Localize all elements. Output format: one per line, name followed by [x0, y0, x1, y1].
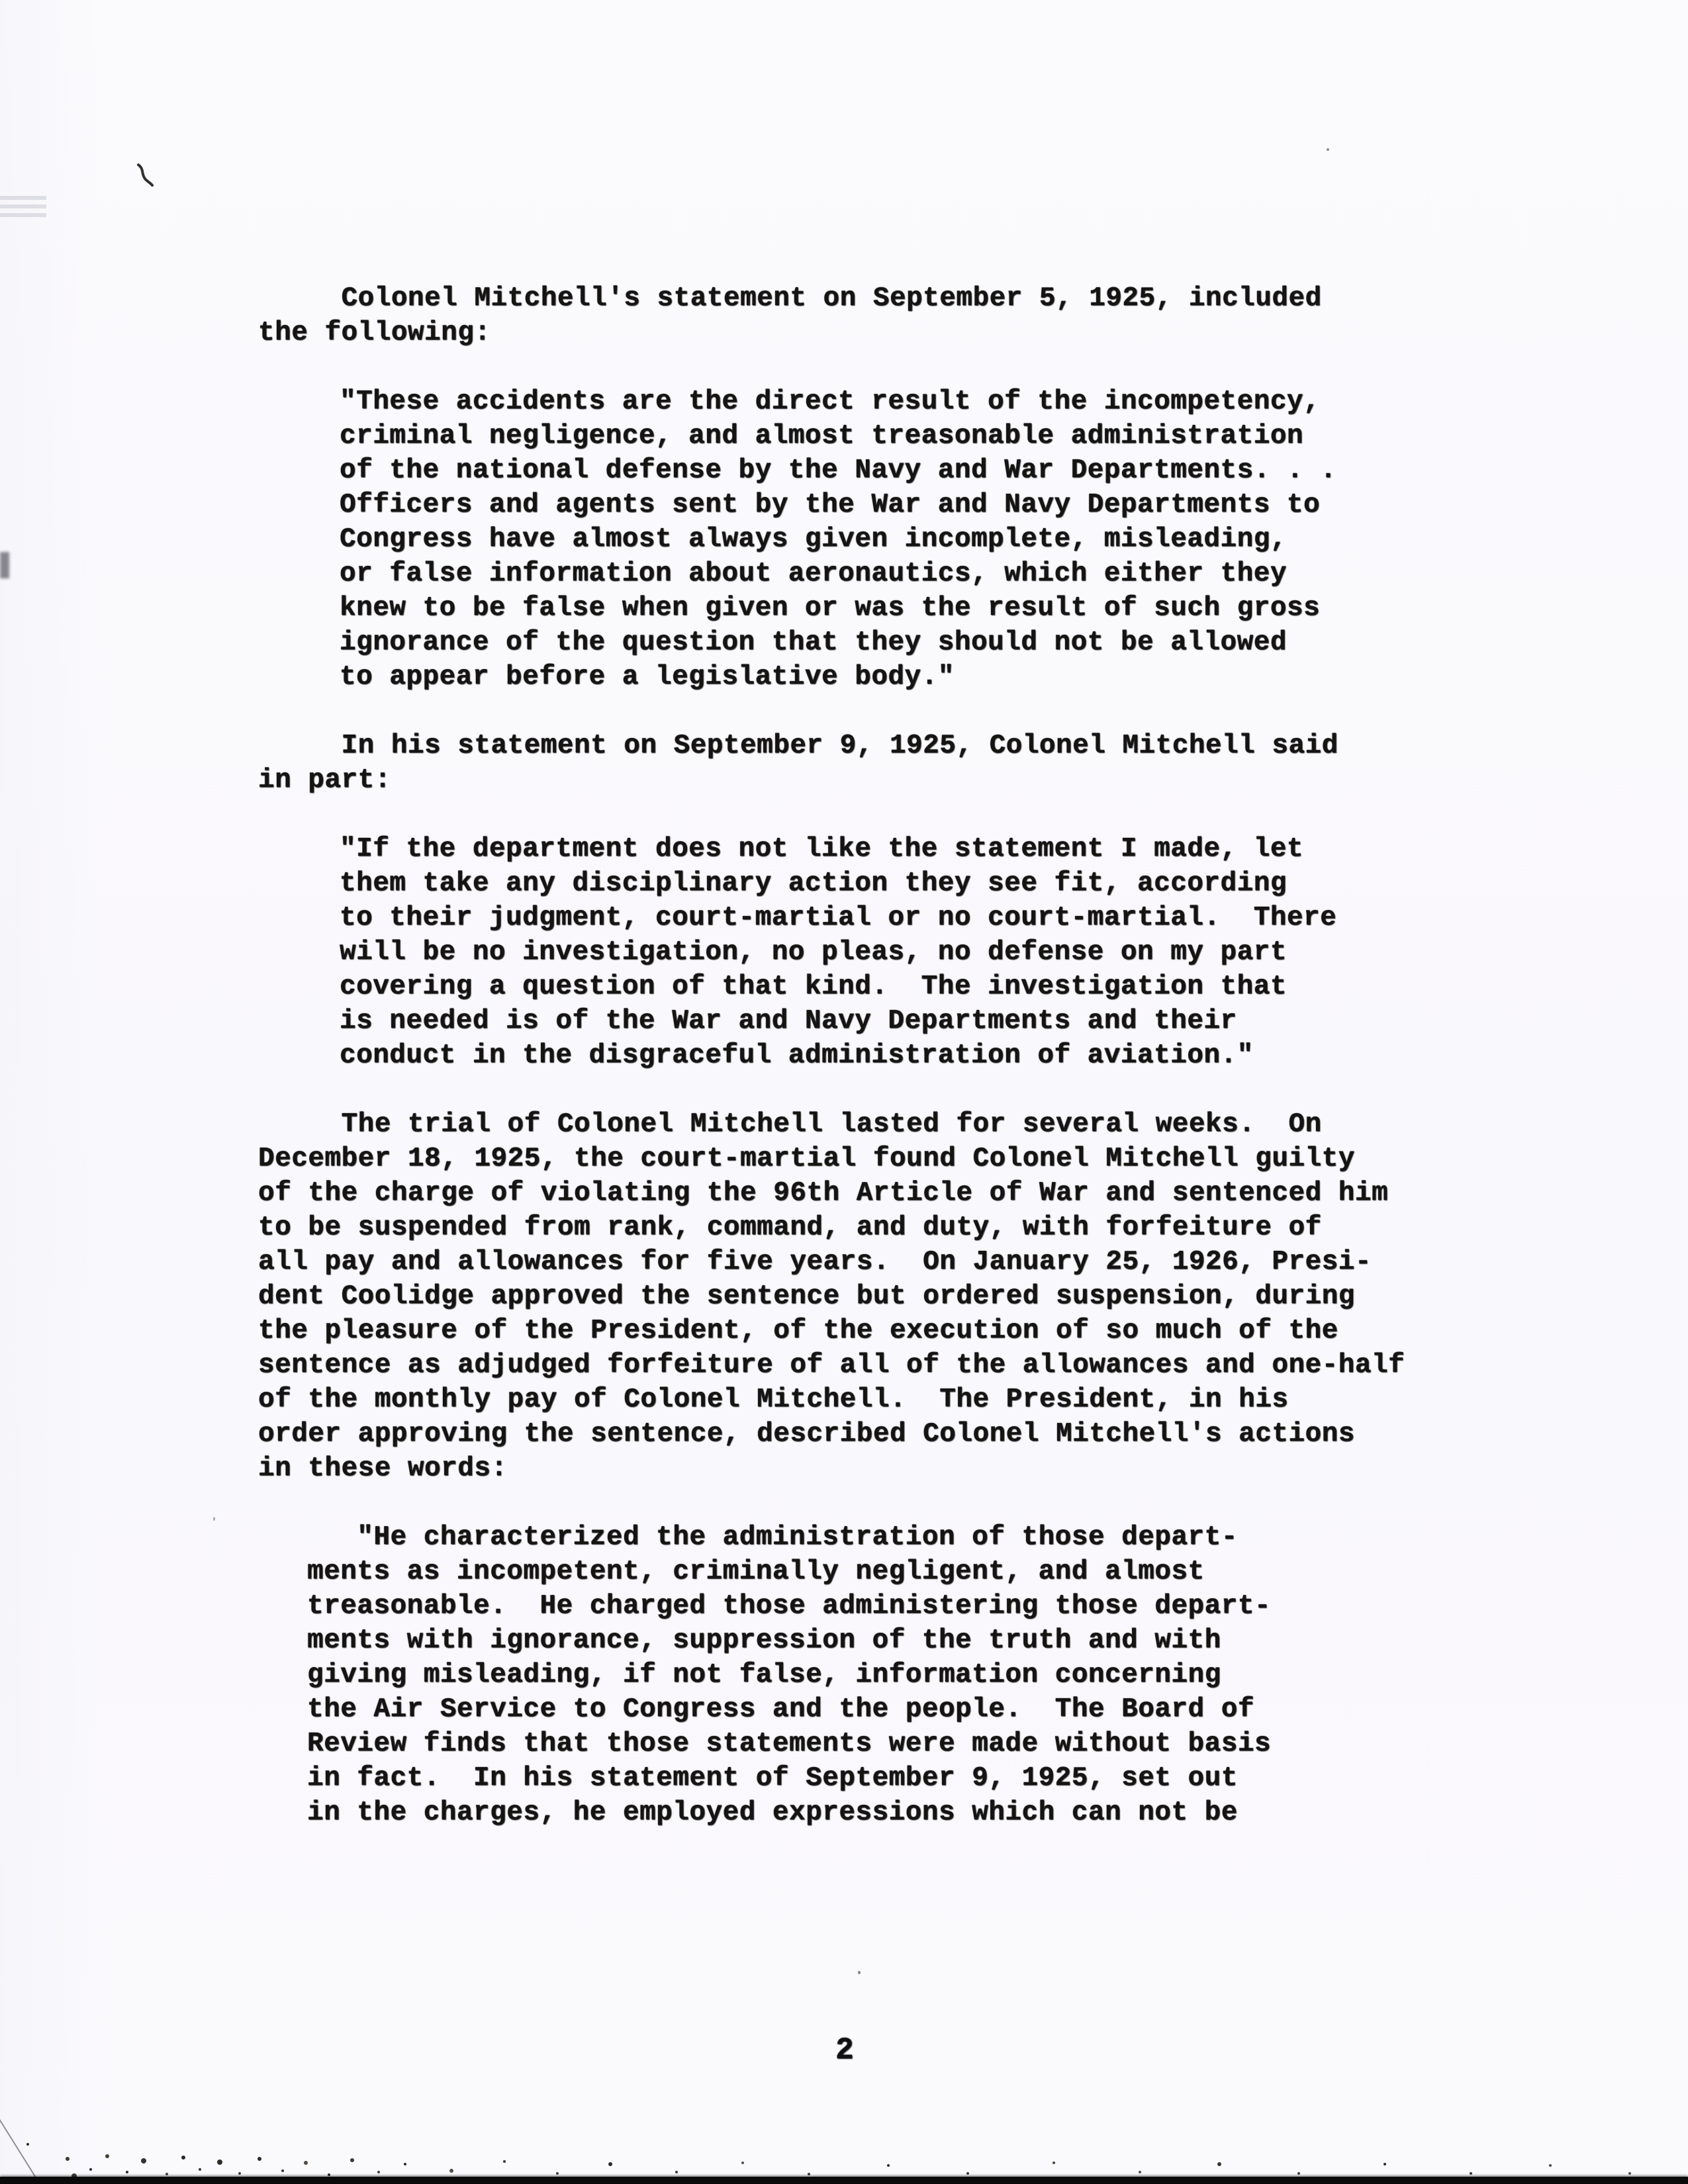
blockquote-2 — [340, 832, 1516, 1073]
scan-bottom-edge-artifact — [0, 2177, 1688, 2184]
text-line: "If the department does not like the statement I made, let — [340, 834, 1304, 864]
text-line: ments with ignorance, suppression of the truth and with — [307, 1625, 1221, 1656]
paragraph-3 — [258, 1107, 1516, 1486]
ink-tick-artifact — [136, 163, 156, 189]
scan-speck-artifact — [858, 1971, 861, 1974]
text-line: Colonel Mitchell's statement on September 5, 1925, included — [258, 283, 1322, 314]
text-line: or false information about aeronautics, which either they — [340, 559, 1287, 589]
text-line: "He characterized the administration of those depart- — [307, 1522, 1238, 1553]
text-line: to their judgment, court-martial or no court-martial. There — [340, 903, 1337, 933]
text-line: In his statement on September 9, 1925, Colonel Mitchell said — [258, 731, 1338, 761]
blockquote-1 — [340, 385, 1516, 694]
text-line: of the monthly pay of Colonel Mitchell. The President, in his — [258, 1385, 1289, 1415]
text-line: the pleasure of the President, of the execution of so much of the — [258, 1316, 1338, 1346]
text-line: Review finds that those statements were made without basis — [307, 1729, 1272, 1759]
text-line: in the charges, he employed expressions which can not be — [307, 1797, 1238, 1828]
scan-speck-artifact — [213, 1517, 215, 1521]
text-line: criminal negligence, and almost treasonable administration — [340, 421, 1304, 451]
text-line: in these words: — [258, 1453, 508, 1484]
text-line: giving misleading, if not false, information concerning — [307, 1660, 1221, 1690]
text-line: The trial of Colonel Mitchell lasted for several weeks. On — [258, 1109, 1322, 1140]
paragraph-2 — [258, 729, 1516, 797]
text-line: treasonable. He charged those administering those depart- — [307, 1591, 1272, 1621]
text-line: will be no investigation, no pleas, no defense on my part — [340, 937, 1287, 968]
text-line: to be suspended from rank, command, and duty, with forfeiture of — [258, 1212, 1322, 1243]
page-number: 2 — [835, 2033, 854, 2068]
text-line: is needed is of the War and Navy Departments and their — [340, 1006, 1237, 1036]
text-line: the following: — [258, 318, 491, 348]
text-line: dent Coolidge approved the sentence but ordered suspension, during — [258, 1281, 1355, 1312]
text-line: of the charge of violating the 96th Article of War and sentenced him — [258, 1178, 1389, 1208]
text-line: to appear before a legislative body." — [340, 662, 955, 692]
paragraph-1 — [258, 281, 1516, 350]
scan-corner-line-artifact — [0, 2115, 38, 2181]
text-line: Officers and agents sent by the War and Navy Departments to — [340, 490, 1321, 520]
scan-edge-blotch-artifact — [0, 552, 9, 578]
text-line: all pay and allowances for five years. On January 25, 1926, Presi- — [258, 1247, 1372, 1277]
text-line: knew to be false when given or was the result of such gross — [340, 593, 1321, 623]
text-line: "These accidents are the direct result of the incompetency, — [340, 387, 1321, 417]
text-line: ments as incompetent, criminally negligent, and almost — [307, 1557, 1205, 1587]
typewritten-text — [258, 281, 1516, 1830]
text-line: sentence as adjudged forfeiture of all of the allowances and one-half — [258, 1350, 1405, 1381]
blockquote-3 — [307, 1520, 1516, 1830]
text-line: covering a question of that kind. The investigation that — [340, 972, 1287, 1002]
scan-band-artifact — [0, 196, 46, 218]
scan-noise-artifact — [26, 2143, 29, 2146]
text-line: conduct in the disgraceful administration of aviation." — [340, 1040, 1254, 1071]
text-line: order approving the sentence, described Colonel Mitchell's actions — [258, 1419, 1355, 1449]
text-line: of the national defense by the Navy and War Departments. . . — [340, 455, 1337, 486]
text-line: in part: — [258, 765, 391, 796]
text-line: the Air Service to Congress and the people. The Board of — [307, 1694, 1254, 1725]
text-line: them take any disciplinary action they see fit, according — [340, 868, 1287, 899]
text-line: ignorance of the question that they should not be allowed — [340, 627, 1287, 658]
scan-speck-artifact — [1327, 148, 1329, 151]
text-line: Congress have almost always given incomplete, misleading, — [340, 524, 1287, 555]
text-line: in fact. In his statement of September 9, 1925, set out — [307, 1763, 1238, 1794]
text-line: December 18, 1925, the court-martial found Colonel Mitchell guilty — [258, 1144, 1355, 1174]
